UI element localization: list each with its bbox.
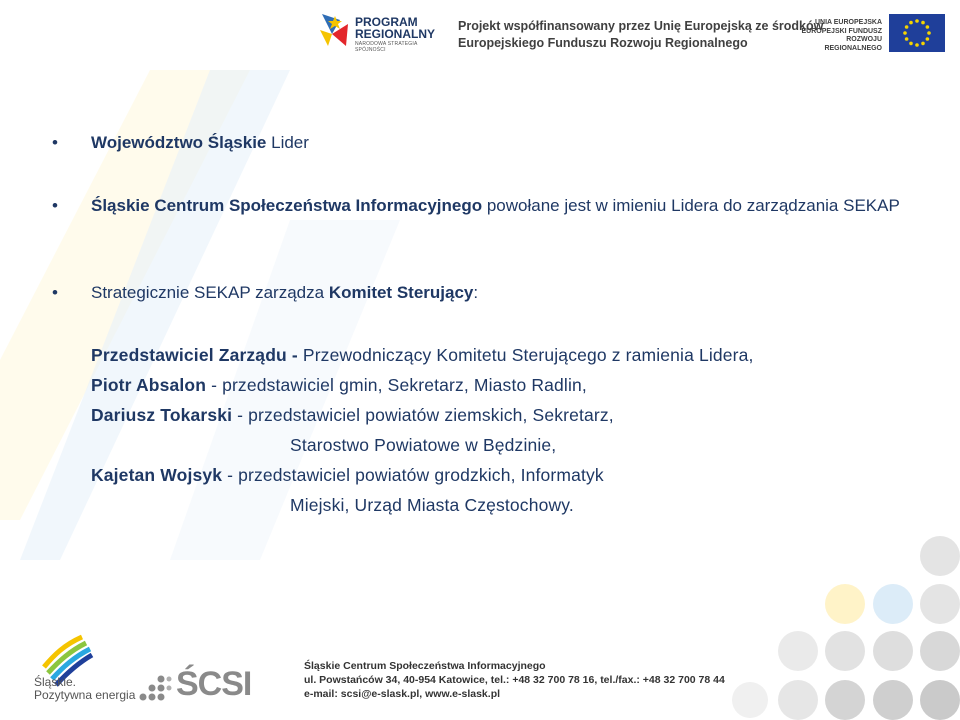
member-desc: - przedstawiciel powiatów ziemskich, Sekretarz, [232,405,614,425]
footer-email: e-mail: scsi@e-slask.pl, www.e-slask.pl [304,688,501,700]
scsi-logo-text: ŚCSI [176,665,252,703]
bullet-bold: Województwo Śląskie [91,133,267,152]
scsi-dots-icon [138,668,172,702]
bullet-bold: Śląskie Centrum Społeczeństwa Informacyjnego [91,196,483,215]
program-logo-line2: REGIONALNY [355,27,436,41]
bullet-dot-icon: • [52,133,58,152]
footer-contact [304,659,725,701]
program-logo-line1: PROGRAM [355,15,418,29]
slaskie-label-line2: Pozytywna energia [34,688,136,702]
eu-line2: EUROPEJSKI FUNDUSZ [801,27,882,35]
member-desc: - przedstawiciel powiatów grodzkich, Informatyk [222,465,604,485]
bullet-rest: Lider [266,133,309,152]
footer-org-name: Śląskie Centrum Społeczeństwa Informacyjnego [304,660,546,672]
program-logo-sub: NARODOWA STRATEGIA SPÓJNOŚCI [355,41,418,53]
committee-line: Starostwo Powiatowe w Będzinie, [290,435,557,455]
footer-address: ul. Powstańców 34, 40-954 Katowice, tel.: +48 32 700 78 16, tel./fax.: +48 32 700 78 44 [304,674,725,686]
slaskie-label [34,676,135,702]
eu-line1: UNIA EUROPEJSKA [814,19,882,26]
member-name: Kajetan Wojsyk [91,465,223,485]
bullet-dot-icon: • [52,196,58,215]
bullet-rest: : [473,283,479,302]
slaskie-label-line1: Śląskie. [34,675,77,689]
member-desc: Przewodniczący Komitetu Sterującego z ramienia Lidera, [297,345,754,365]
bullet-pre: Strategicznie SEKAP zarządza [91,283,329,302]
bullet-dot-icon: • [52,283,58,302]
member-role: Przedstawiciel Zarządu - [91,345,298,365]
member-name: Piotr Absalon [91,375,207,395]
committee-line: Miejski, Urząd Miasta Częstochowy. [290,495,574,515]
project-line1: Projekt współfinansowany przez Unię Europejską ze środków [458,19,824,33]
member-desc: - przedstawiciel gmin, Sekretarz, Miasto Radlin, [206,375,587,395]
bullet-bold: Komitet Sterujący [328,283,474,302]
scsi-logo [138,664,286,704]
eu-line3: ROZWOJU REGIONALNEGO [824,36,882,52]
member-name: Dariusz Tokarski [91,405,233,425]
bullet-rest: powołane jest w imieniu Lidera do zarządzania SEKAP [482,196,900,215]
project-line2: Europejskiego Funduszu Rozwoju Regionalnego [458,36,748,50]
